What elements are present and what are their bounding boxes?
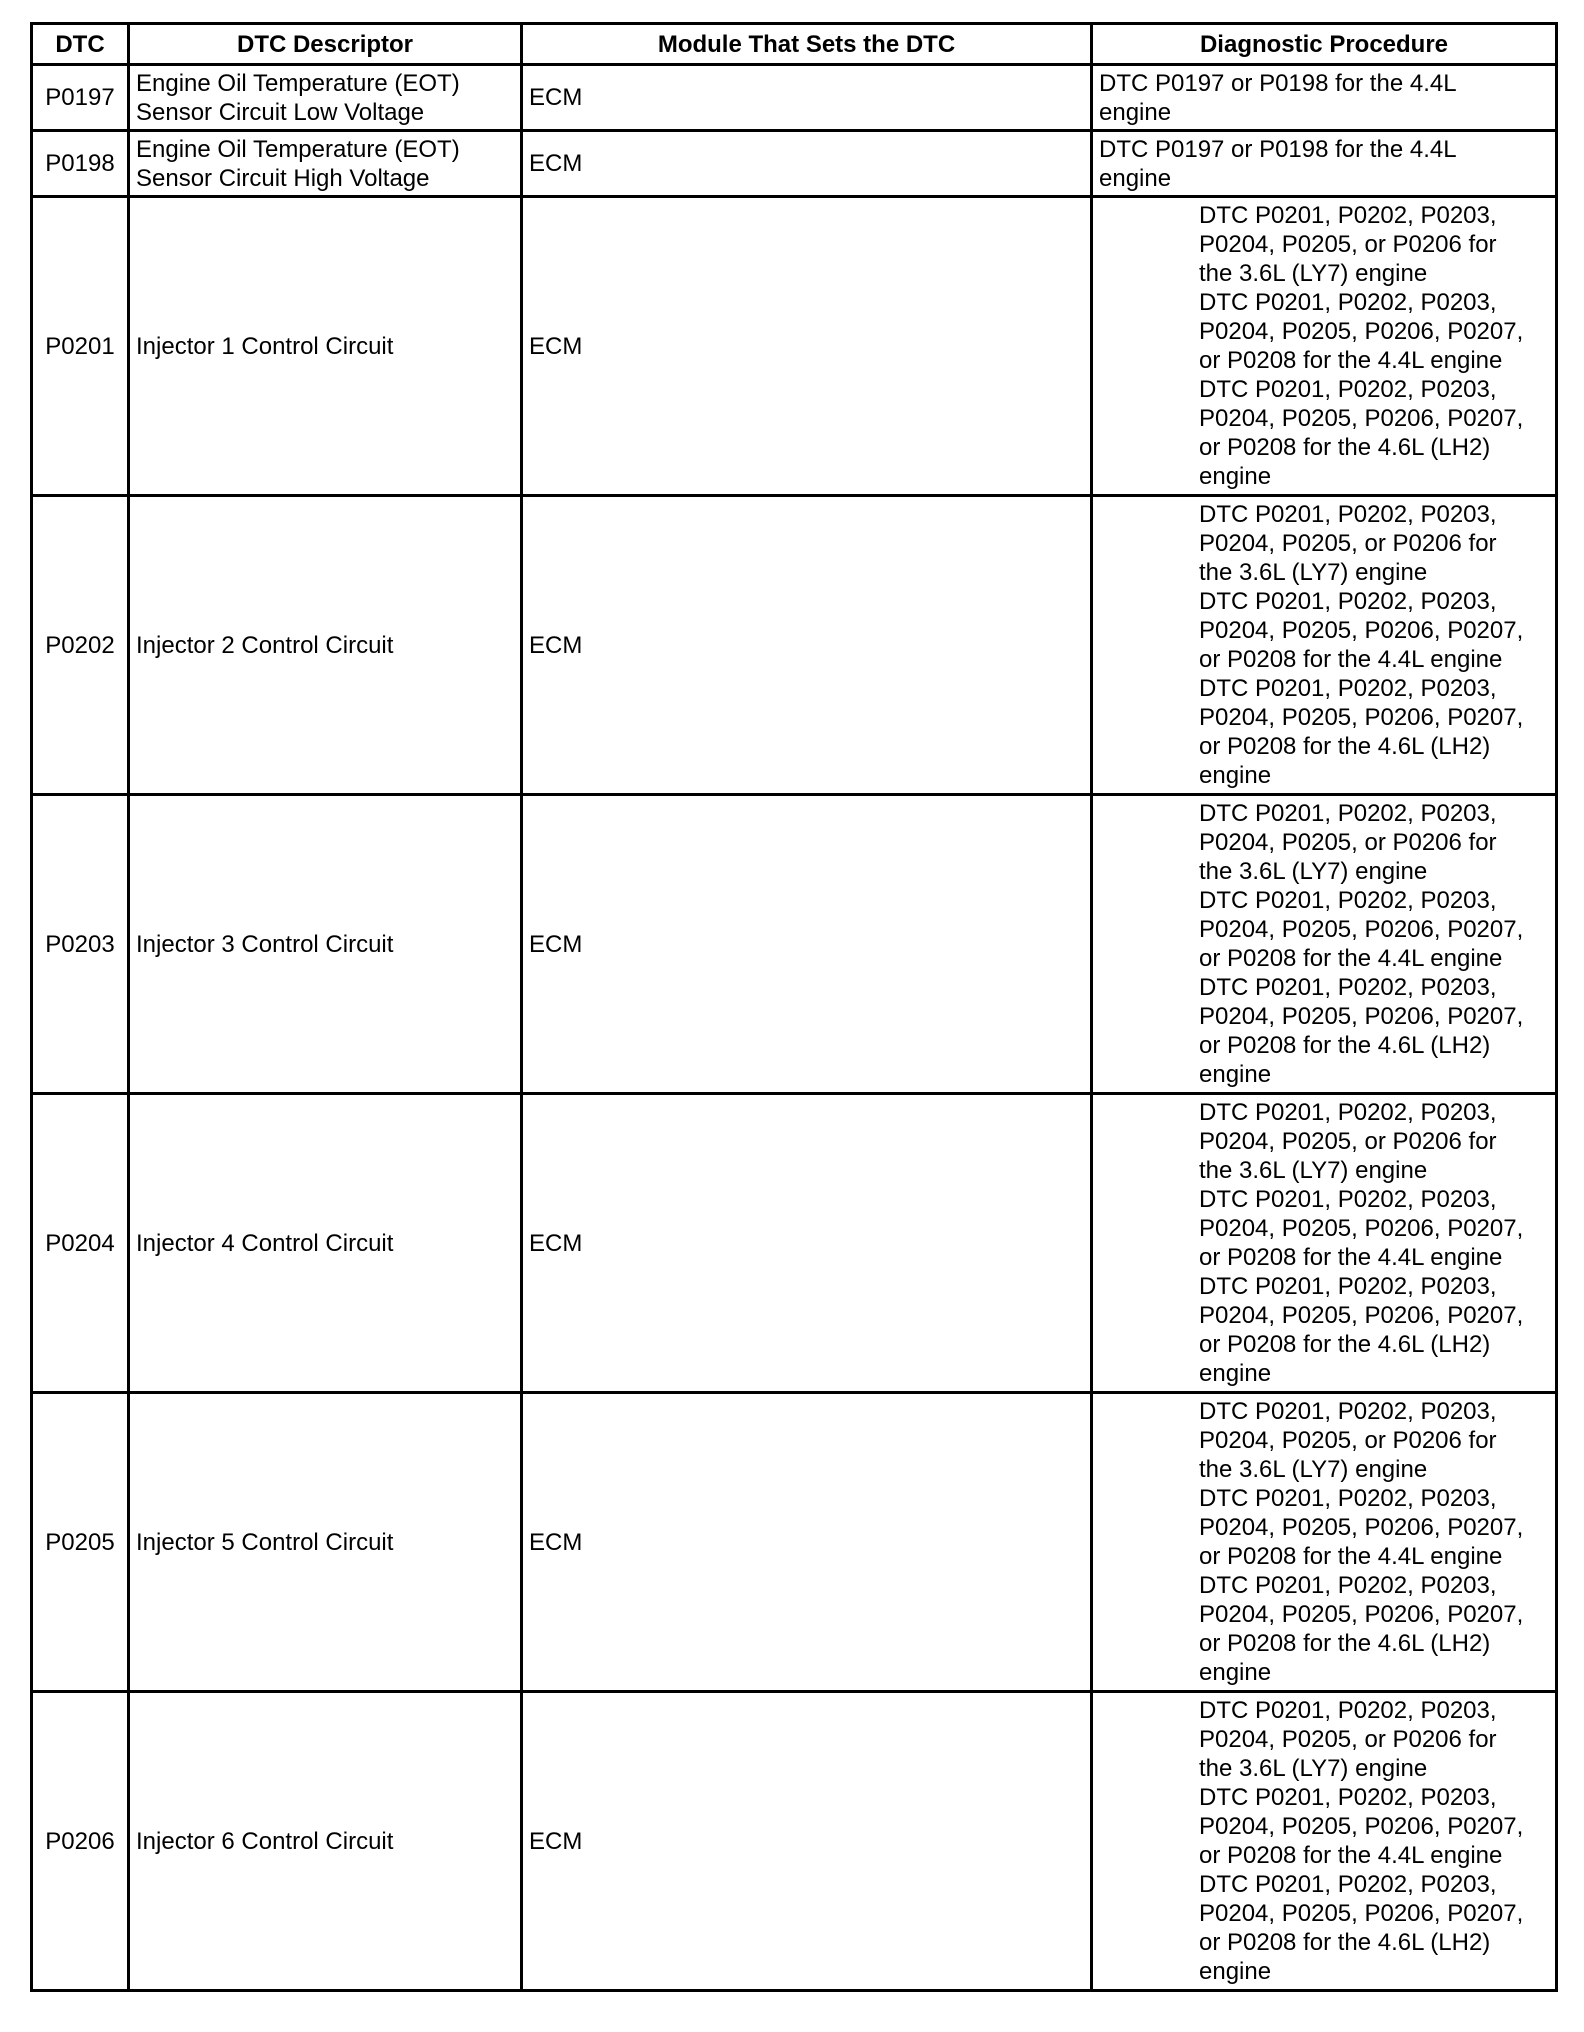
procedure-line: P0204, P0205, or P0206 for <box>1199 1726 1497 1753</box>
procedure-line: engine <box>1199 1360 1272 1387</box>
dtc-descriptor-cell <box>129 1692 522 1991</box>
dtc-code-cell: P0201 <box>32 197 129 496</box>
procedure-text <box>1099 1397 1549 1687</box>
table-row <box>32 795 1557 1094</box>
procedure-line: DTC P0201, P0202, P0203, <box>1199 202 1497 229</box>
procedure-line: the 3.6L (LY7) engine <box>1199 858 1428 885</box>
procedure-line: or P0208 for the 4.4L engine <box>1199 347 1503 374</box>
procedure-line: P0204, P0205, P0206, P0207, <box>1199 1601 1524 1628</box>
dtc-descriptor-cell <box>129 496 522 795</box>
header-dtc: DTC <box>32 24 129 65</box>
module-cell: ECM <box>522 131 1092 197</box>
procedure-line: DTC P0201, P0202, P0203, <box>1199 800 1497 827</box>
module-cell: ECM <box>522 496 1092 795</box>
diagnostic-procedure-cell <box>1092 496 1557 795</box>
procedure-line: or P0208 for the 4.4L engine <box>1199 1244 1503 1271</box>
descriptor-line: Injector 4 Control Circuit <box>136 1229 394 1257</box>
procedure-line: engine <box>1199 1659 1272 1686</box>
procedure-line: P0204, P0205, P0206, P0207, <box>1199 1813 1524 1840</box>
procedure-line: P0204, P0205, P0206, P0207, <box>1199 1900 1524 1927</box>
table-row <box>32 131 1557 197</box>
dtc-descriptor-cell <box>129 1094 522 1393</box>
descriptor-line: Engine Oil Temperature (EOT) <box>136 69 460 97</box>
procedure-line: or P0208 for the 4.4L engine <box>1199 1543 1503 1570</box>
procedure-line: or P0208 for the 4.6L (LH2) <box>1199 1331 1491 1358</box>
descriptor-line: Injector 2 Control Circuit <box>136 631 394 659</box>
procedure-line: P0204, P0205, P0206, P0207, <box>1199 1215 1524 1242</box>
procedure-line: DTC P0201, P0202, P0203, <box>1199 289 1497 316</box>
procedure-line: or P0208 for the 4.6L (LH2) <box>1199 434 1491 461</box>
procedure-line: P0204, P0205, P0206, P0207, <box>1199 617 1524 644</box>
procedure-line: engine <box>1199 1958 1272 1985</box>
header-dtc-descriptor: DTC Descriptor <box>129 24 522 65</box>
dtc-code-cell: P0203 <box>32 795 129 1094</box>
dtc-code-cell: P0205 <box>32 1393 129 1692</box>
module-cell: ECM <box>522 197 1092 496</box>
procedure-line: DTC P0197 or P0198 for the 4.4L <box>1099 69 1457 97</box>
dtc-descriptor-cell <box>129 197 522 496</box>
procedure-line: DTC P0197 or P0198 for the 4.4L <box>1099 135 1457 163</box>
procedure-line: P0204, P0205, P0206, P0207, <box>1199 318 1524 345</box>
procedure-line: or P0208 for the 4.6L (LH2) <box>1199 733 1491 760</box>
diagnostic-procedure-cell <box>1092 1393 1557 1692</box>
procedure-line: DTC P0201, P0202, P0203, <box>1199 1099 1497 1126</box>
procedure-line: or P0208 for the 4.6L (LH2) <box>1199 1929 1491 1956</box>
descriptor-line: Sensor Circuit High Voltage <box>136 164 430 192</box>
descriptor-line: Injector 1 Control Circuit <box>136 332 394 360</box>
procedure-line: P0204, P0205, P0206, P0207, <box>1199 1302 1524 1329</box>
procedure-line: engine <box>1199 1061 1272 1088</box>
procedure-line: engine <box>1199 463 1272 490</box>
procedure-line: P0204, P0205, P0206, P0207, <box>1199 704 1524 731</box>
descriptor-line: Injector 5 Control Circuit <box>136 1528 394 1556</box>
procedure-line: engine <box>1099 98 1172 126</box>
table-row <box>32 1094 1557 1393</box>
procedure-line: DTC P0201, P0202, P0203, <box>1199 1871 1497 1898</box>
procedure-line: or P0208 for the 4.4L engine <box>1199 646 1503 673</box>
procedure-line: P0204, P0205, or P0206 for <box>1199 829 1497 856</box>
procedure-line: DTC P0201, P0202, P0203, <box>1199 974 1497 1001</box>
procedure-line: engine <box>1099 164 1172 192</box>
procedure-line: DTC P0201, P0202, P0203, <box>1199 1273 1497 1300</box>
procedure-line: or P0208 for the 4.6L (LH2) <box>1199 1032 1491 1059</box>
module-cell: ECM <box>522 1692 1092 1991</box>
diagnostic-procedure-cell <box>1092 197 1557 496</box>
procedure-line: P0204, P0205, P0206, P0207, <box>1199 405 1524 432</box>
table-row <box>32 197 1557 496</box>
procedure-line: P0204, P0205, P0206, P0207, <box>1199 1003 1524 1030</box>
dtc-code-cell: P0206 <box>32 1692 129 1991</box>
dtc-code-cell: P0204 <box>32 1094 129 1393</box>
procedure-line: DTC P0201, P0202, P0203, <box>1199 1485 1497 1512</box>
descriptor-line: Sensor Circuit Low Voltage <box>136 98 425 126</box>
module-cell: ECM <box>522 1393 1092 1692</box>
dtc-table <box>30 22 1558 1992</box>
procedure-text <box>1099 500 1549 790</box>
dtc-code-cell: P0198 <box>32 131 129 197</box>
procedure-line: DTC P0201, P0202, P0203, <box>1199 675 1497 702</box>
procedure-line: the 3.6L (LY7) engine <box>1199 1755 1428 1782</box>
procedure-line: the 3.6L (LY7) engine <box>1199 1456 1428 1483</box>
module-cell: ECM <box>522 1094 1092 1393</box>
procedure-line: P0204, P0205, or P0206 for <box>1199 231 1497 258</box>
table-row <box>32 1393 1557 1692</box>
module-cell: ECM <box>522 65 1092 131</box>
procedure-text <box>1099 135 1549 193</box>
dtc-code-cell: P0197 <box>32 65 129 131</box>
dtc-descriptor-cell <box>129 1393 522 1692</box>
procedure-line: the 3.6L (LY7) engine <box>1199 559 1428 586</box>
procedure-line: P0204, P0205, P0206, P0207, <box>1199 1514 1524 1541</box>
procedure-line: DTC P0201, P0202, P0203, <box>1199 501 1497 528</box>
procedure-line: or P0208 for the 4.4L engine <box>1199 1842 1503 1869</box>
procedure-line: engine <box>1199 762 1272 789</box>
table-row <box>32 1692 1557 1991</box>
procedure-line: the 3.6L (LY7) engine <box>1199 260 1428 287</box>
descriptor-line: Engine Oil Temperature (EOT) <box>136 135 460 163</box>
procedure-line: P0204, P0205, P0206, P0207, <box>1199 916 1524 943</box>
procedure-line: DTC P0201, P0202, P0203, <box>1199 376 1497 403</box>
procedure-line: P0204, P0205, or P0206 for <box>1199 530 1497 557</box>
table-row <box>32 496 1557 795</box>
procedure-line: DTC P0201, P0202, P0203, <box>1199 887 1497 914</box>
diagnostic-procedure-cell <box>1092 1094 1557 1393</box>
procedure-line: DTC P0201, P0202, P0203, <box>1199 588 1497 615</box>
procedure-line: DTC P0201, P0202, P0203, <box>1199 1572 1497 1599</box>
header-module: Module That Sets the DTC <box>522 24 1092 65</box>
procedure-line: DTC P0201, P0202, P0203, <box>1199 1784 1497 1811</box>
diagnostic-procedure-cell <box>1092 1692 1557 1991</box>
procedure-line: P0204, P0205, or P0206 for <box>1199 1427 1497 1454</box>
dtc-descriptor-cell <box>129 131 522 197</box>
diagnostic-procedure-cell <box>1092 65 1557 131</box>
diagnostic-procedure-cell <box>1092 795 1557 1094</box>
procedure-line: or P0208 for the 4.6L (LH2) <box>1199 1630 1491 1657</box>
procedure-text <box>1099 201 1549 491</box>
procedure-line: DTC P0201, P0202, P0203, <box>1199 1186 1497 1213</box>
dtc-descriptor-cell <box>129 795 522 1094</box>
dtc-code-cell: P0202 <box>32 496 129 795</box>
procedure-line: DTC P0201, P0202, P0203, <box>1199 1697 1497 1724</box>
header-diagnostic-procedure: Diagnostic Procedure <box>1092 24 1557 65</box>
dtc-descriptor-cell <box>129 65 522 131</box>
descriptor-line: Injector 3 Control Circuit <box>136 930 394 958</box>
procedure-line: or P0208 for the 4.4L engine <box>1199 945 1503 972</box>
procedure-line: the 3.6L (LY7) engine <box>1199 1157 1428 1184</box>
procedure-text <box>1099 1098 1549 1388</box>
procedure-text <box>1099 1696 1549 1986</box>
procedure-line: DTC P0201, P0202, P0203, <box>1199 1398 1497 1425</box>
procedure-text <box>1099 69 1549 127</box>
descriptor-line: Injector 6 Control Circuit <box>136 1827 394 1855</box>
table-row <box>32 65 1557 131</box>
procedure-line: P0204, P0205, or P0206 for <box>1199 1128 1497 1155</box>
module-cell: ECM <box>522 795 1092 1094</box>
table-body <box>32 65 1557 1991</box>
procedure-text <box>1099 799 1549 1089</box>
header-row <box>32 24 1557 65</box>
diagnostic-procedure-cell <box>1092 131 1557 197</box>
